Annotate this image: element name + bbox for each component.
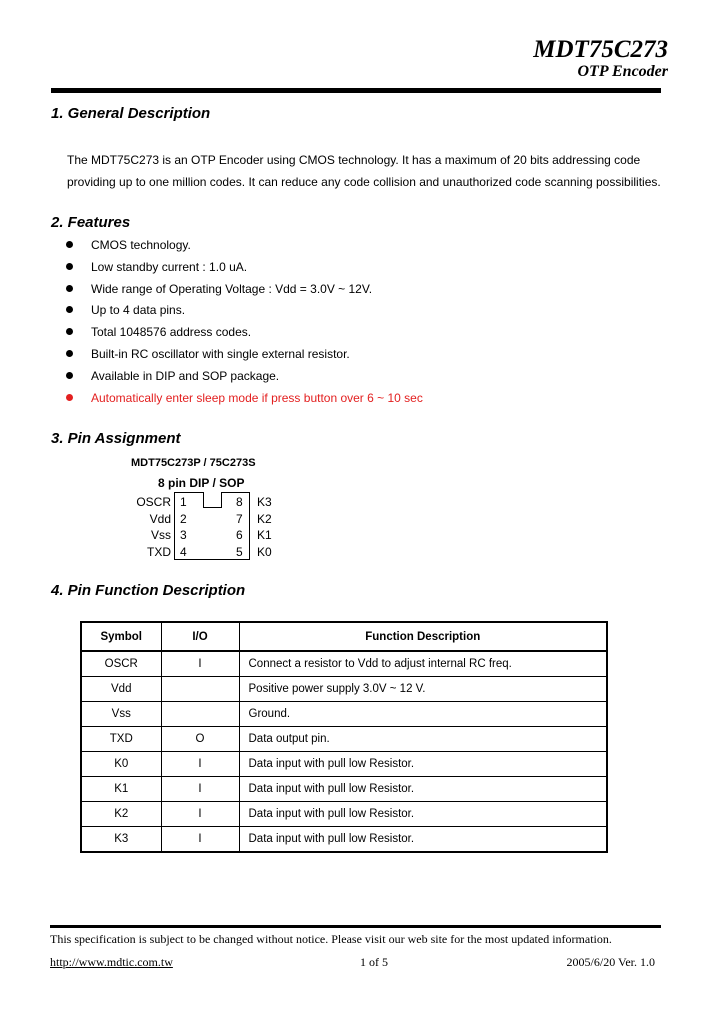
cell-function: Data input with pull low Resistor.	[239, 827, 607, 853]
section-title-general: 1. General Description	[51, 105, 211, 122]
document-subtitle: OTP Encoder	[577, 63, 668, 80]
column-header-symbol: Symbol	[81, 622, 161, 651]
cell-function: Data input with pull low Resistor.	[239, 802, 607, 827]
bullet-icon	[66, 285, 73, 292]
table-row	[81, 752, 607, 777]
features-list	[66, 235, 423, 409]
document-version: 2005/6/20 Ver. 1.0	[566, 955, 655, 969]
pin-number: 7	[236, 512, 243, 526]
page-number: 1 of 5	[360, 955, 388, 969]
table-row	[81, 777, 607, 802]
cell-symbol: Vdd	[81, 677, 161, 702]
bullet-icon	[66, 306, 73, 313]
table-row	[81, 651, 607, 677]
pin-label-left: Vdd	[149, 512, 171, 526]
table-row	[81, 727, 607, 752]
cell-io: I	[161, 827, 239, 853]
pin-number: 1	[180, 495, 187, 509]
cell-function: Data output pin.	[239, 727, 607, 752]
feature-item: Up to 4 data pins.	[66, 300, 423, 322]
feature-item: CMOS technology.	[66, 235, 423, 257]
pin-label-right: K3	[257, 495, 272, 509]
cell-symbol: TXD	[81, 727, 161, 752]
footer-notice: This specification is subject to be changed without notice. Please visit our web site for the most updated information.	[50, 932, 612, 946]
cell-symbol: OSCR	[81, 651, 161, 677]
part-number-title: MDT75C273	[533, 36, 668, 63]
section-title-pin-assignment: 3. Pin Assignment	[51, 430, 181, 447]
cell-io: I	[161, 651, 239, 677]
header-rule	[51, 88, 661, 93]
cell-io	[161, 702, 239, 727]
pin-function-table	[80, 621, 608, 853]
pin-label-right: K0	[257, 545, 272, 559]
pin-label-right: K1	[257, 528, 272, 542]
cell-io	[161, 677, 239, 702]
table-row	[81, 827, 607, 853]
cell-symbol: K1	[81, 777, 161, 802]
pin-number: 5	[236, 545, 243, 559]
section-title-pin-function: 4. Pin Function Description	[51, 582, 246, 599]
cell-function: Connect a resistor to Vdd to adjust internal RC freq.	[239, 651, 607, 677]
feature-item: Available in DIP and SOP package.	[66, 366, 423, 388]
cell-function: Data input with pull low Resistor.	[239, 752, 607, 777]
section-title-features: 2. Features	[51, 214, 131, 231]
cell-symbol: K3	[81, 827, 161, 853]
cell-io: I	[161, 777, 239, 802]
cell-symbol: K0	[81, 752, 161, 777]
pin-number: 3	[180, 528, 187, 542]
pin-number: 4	[180, 545, 187, 559]
column-header-function: Function Description	[239, 622, 607, 651]
pin-number: 8	[236, 495, 243, 509]
website-link[interactable]: http://www.mdtic.com.tw	[50, 955, 173, 969]
package-notch	[203, 492, 222, 508]
cell-symbol: K2	[81, 802, 161, 827]
cell-function: Ground.	[239, 702, 607, 727]
pin-label-left: OSCR	[136, 495, 171, 509]
general-line-1: The MDT75C273 is an OTP Encoder using CMOS technology. It has a maximum of 20 bits addressing code	[67, 153, 641, 167]
column-header-io: I/O	[161, 622, 239, 651]
pin-number: 6	[236, 528, 243, 542]
general-line-2: providing up to one million codes. It can reduce any code collision and unauthorized code scanning possibilities.	[67, 175, 661, 189]
table-header-row	[81, 622, 607, 651]
table-row	[81, 677, 607, 702]
cell-symbol: Vss	[81, 702, 161, 727]
package-title: MDT75C273P / 75C273S	[131, 457, 256, 469]
feature-item-highlight: Automatically enter sleep mode if press button over 6 ~ 10 sec	[66, 388, 423, 410]
feature-item: Wide range of Operating Voltage : Vdd = 3.0V ~ 12V.	[66, 279, 423, 301]
cell-io: I	[161, 802, 239, 827]
cell-function: Data input with pull low Resistor.	[239, 777, 607, 802]
footer-rule	[50, 925, 661, 928]
pin-label-left: TXD	[147, 545, 171, 559]
bullet-icon	[66, 394, 73, 401]
pin-number: 2	[180, 512, 187, 526]
table-row	[81, 702, 607, 727]
bullet-icon	[66, 241, 73, 248]
bullet-icon	[66, 328, 73, 335]
cell-io: I	[161, 752, 239, 777]
feature-item: Total 1048576 address codes.	[66, 322, 423, 344]
general-description	[67, 149, 667, 193]
feature-item: Built-in RC oscillator with single external resistor.	[66, 344, 423, 366]
pin-label-left: Vss	[150, 528, 171, 542]
pin-label-right: K2	[257, 512, 272, 526]
table-row	[81, 802, 607, 827]
feature-item: Low standby current : 1.0 uA.	[66, 257, 423, 279]
bullet-icon	[66, 263, 73, 270]
cell-function: Positive power supply 3.0V ~ 12 V.	[239, 677, 607, 702]
cell-io: O	[161, 727, 239, 752]
bullet-icon	[66, 350, 73, 357]
package-subtitle: 8 pin DIP / SOP	[158, 476, 245, 490]
bullet-icon	[66, 372, 73, 379]
